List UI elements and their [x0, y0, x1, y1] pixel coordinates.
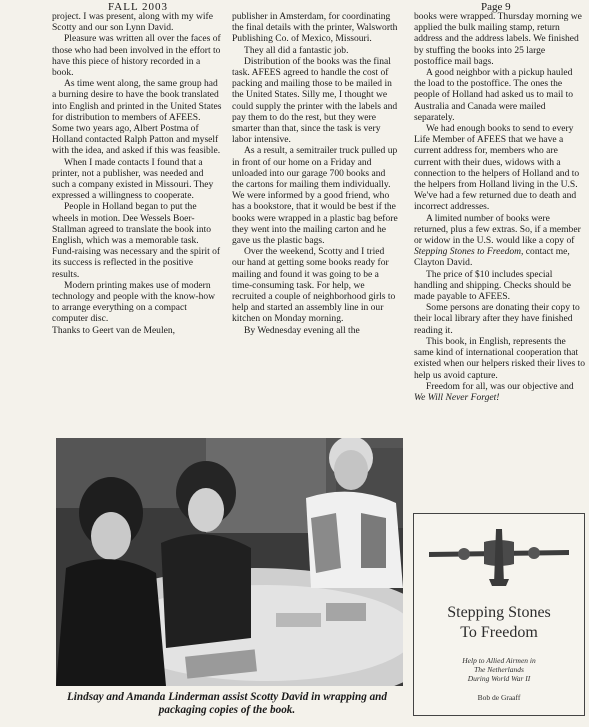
- book-subtitle: [414, 656, 584, 683]
- page-number: Page 9: [481, 1, 511, 13]
- paragraph: A good neighbor with a pickup hauled the load to the postoffice. The ones the people of Holland had asked us to mail to Australia and Canada were mailed separately.: [414, 67, 574, 123]
- paragraph: As time went along, the same group had a burning desire to have the book translated into English and printed in the United States for distribution to members of AFEES. Some two years ago, Albert Postma of Holland contacted Ralph Patton and myself with the idea, and asked if this was feasible.: [52, 78, 222, 157]
- paragraph: Distribution of the books was the final task. AFEES agreed to handle the cost of packing and mailing those to be mailed in the United States. Silly me, I thought we could supply the printer with the labels and pay them to do the rest, but they were smarter than that, since the task is very labor intensive.: [232, 55, 398, 146]
- book-cover-image: [413, 513, 585, 716]
- paragraph-text: Freedom for all, was our objective and: [426, 380, 574, 392]
- paragraph: The price of $10 includes special handling and shipping. Checks should be made payable to AFEES.: [414, 268, 571, 303]
- paragraph: People in Holland began to put the wheels in motion. Dee Wessels Boer-Stallman agreed to translate the book into English, which was a memorable task. Fund-raising was necessary and the spirit of its success is reflected in the positive results.: [52, 201, 221, 280]
- paragraph: books were wrapped. Thursday morning we applied the bulk mailing stamp, return address and the address labels. We finished by stuffing the books into 25 large postoffice mail bags.: [414, 11, 582, 67]
- paragraph: As a result, a semitrailer truck pulled up in front of our home on a Friday and unloaded into our garage 700 books and the cartons for mailing them individually. We were informed by a good friend, who has a bookstore, that it would be best if the books were wrapped in a plastic bag before they went into the mailing carton and he gave us the plastic bags.: [232, 145, 398, 247]
- paragraph: This book, in English, represents the same kind of international cooperation that existed when our helpers risked their lives to help us avoid capture.: [414, 335, 586, 381]
- paragraph: We had enough books to send to every Life Member of AFEES that we have a current address for, members who are current with their dues, widows with a connection to the helpers of Holland and to the helpers from Holland living in the U.S. We've had a few returned due to death and incorrect addresses.: [414, 123, 580, 213]
- paragraph: Pleasure was written all over the faces of those who had been involved in the effort to have this piece of history recorded in a book.: [52, 33, 221, 79]
- paragraph: Thanks to Geert van de Meulen,: [52, 324, 176, 336]
- column-1: [52, 11, 222, 336]
- paragraph: [414, 381, 585, 403]
- paragraph: [414, 213, 585, 269]
- paragraph: project. I was present, along with my wife Scotty and our son Lynn David.: [52, 11, 213, 34]
- paragraph: Some persons are donating their copy to their local library after they have finished reading it.: [414, 302, 580, 336]
- photo-caption: Lindsay and Amanda Linderman assist Scotty David in wrapping and packaging copies of the book.: [66, 691, 388, 716]
- paragraph-text: A limited number of books were returned, plus a few extras. So, if a member or widow in the U.S. would like a copy of: [414, 212, 581, 247]
- paragraph-text: contact me, Clayton David.: [414, 246, 570, 269]
- paragraph: By Wednesday evening all the: [244, 324, 360, 336]
- airplane-illustration: [414, 514, 584, 599]
- issue-header: FALL 2003: [108, 1, 169, 13]
- paragraph: Modern printing makes use of modern technology and people with the know-how to arrange everything on a compact computer disc.: [52, 279, 216, 325]
- paragraph: They all did a fantastic job.: [244, 44, 349, 56]
- column-2: [232, 11, 399, 336]
- subtitle-line: During World War II: [467, 674, 531, 683]
- photo-scene: [56, 438, 403, 686]
- book-author: Bob de Graaff: [477, 693, 521, 702]
- book-title-line1: Stepping Stones: [447, 604, 551, 621]
- paragraph: When I made contacts I found that a printer, not a publisher, was needed and such a company existed in Missouri. They expressed a willingness to cooperate.: [52, 156, 214, 202]
- book-title-line2: To Freedom: [460, 624, 538, 641]
- paragraph: Over the weekend, Scotty and I tried our hand at getting some books ready for mailing and found it was going to be a time-consuming task. For help, we recruited a couple of neighborhood girls to help and started an assembly line in our kitchen on Monday morning.: [232, 246, 396, 325]
- subtitle-line: Help to Allied Airmen in: [462, 656, 536, 665]
- closing-motto: We Will Never Forget!: [414, 391, 500, 403]
- column-3: [414, 11, 585, 403]
- photograph: [56, 438, 403, 686]
- paragraph: publisher in Amsterdam, for coordinating the final details with the printer, Walsworth Publishing Co. of Mexico, Missouri.: [232, 11, 398, 45]
- book-title-reference: Stepping Stones to Freedom,: [414, 246, 524, 258]
- subtitle-line: The Netherlands: [474, 665, 524, 674]
